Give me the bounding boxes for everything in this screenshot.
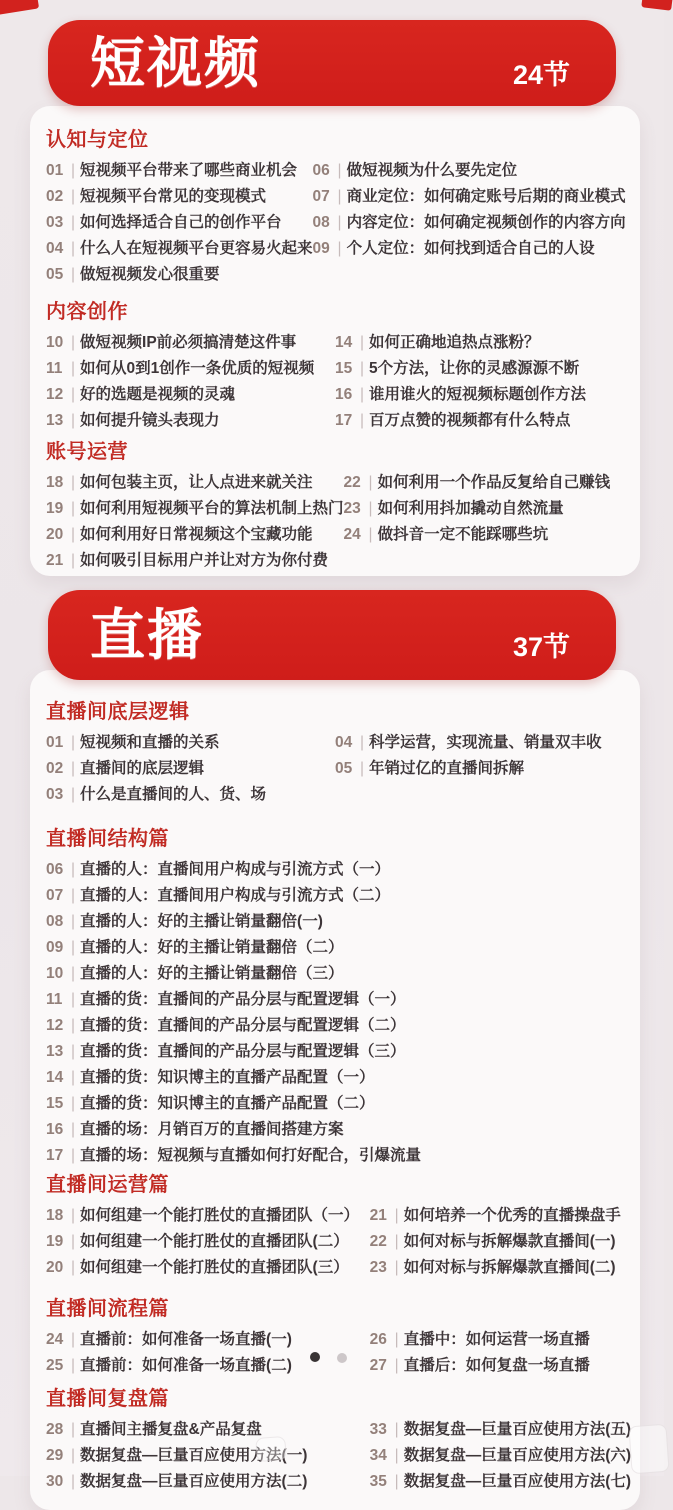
item-separator: | (337, 162, 342, 179)
item-title: 短视频平台带来了哪些商业机会 (80, 162, 298, 179)
course-card-short-video (30, 106, 640, 576)
course-item (313, 210, 626, 236)
item-number: 17 (46, 1147, 64, 1164)
item-number: 13 (46, 1043, 64, 1060)
course-group (46, 440, 624, 574)
item-separator: | (71, 1447, 76, 1464)
item-number: 11 (46, 991, 63, 1008)
item-title: 如何从0到1创作一条优质的短视频 (80, 360, 315, 377)
item-separator: | (71, 1207, 76, 1224)
course-item (335, 408, 624, 434)
item-number: 11 (46, 360, 63, 377)
course-item (46, 1117, 624, 1143)
course-item (46, 909, 624, 935)
item-separator: | (394, 1233, 399, 1250)
course-item (46, 496, 344, 522)
item-separator: | (71, 1331, 76, 1348)
course-group (46, 1387, 632, 1495)
item-separator: | (394, 1447, 399, 1464)
item-separator: | (71, 734, 76, 751)
item-separator: | (337, 214, 342, 231)
course-item (46, 158, 313, 184)
item-title: 直播间的底层逻辑 (80, 760, 205, 777)
course-item (46, 1091, 624, 1117)
course-group (46, 827, 624, 1169)
item-number: 09 (46, 939, 64, 956)
item-title: 如何对标与拆解爆款直播间(一) (403, 1233, 616, 1250)
item-title: 直播的人：好的主播让销量翻倍（二） (80, 939, 344, 956)
item-number: 04 (335, 734, 353, 751)
item-number: 26 (369, 1331, 387, 1348)
course-group (46, 128, 624, 288)
item-title: 科学运营，实现流量、销量双丰收 (369, 734, 602, 751)
course-column-right (370, 1327, 624, 1379)
item-separator: | (71, 500, 76, 517)
item-separator: | (360, 360, 365, 377)
item-separator: | (71, 1147, 76, 1164)
course-item (46, 1203, 370, 1229)
item-title: 直播中：如何运营一场直播 (403, 1331, 590, 1348)
item-number: 04 (46, 240, 64, 257)
item-separator: | (71, 1069, 76, 1086)
item-title: 数据复盘—巨量百应使用方法(二) (80, 1473, 308, 1490)
item-number: 08 (46, 913, 64, 930)
item-title: 如何利用一个作品反复给自己赚钱 (377, 474, 611, 491)
item-title: 如何正确地追热点涨粉？ (369, 334, 540, 351)
course-item (46, 883, 624, 909)
course-item (46, 1353, 370, 1379)
item-number: 07 (312, 188, 330, 205)
item-separator: | (71, 1043, 76, 1060)
item-number: 33 (369, 1421, 387, 1438)
banner-title: 短视频 (90, 31, 262, 94)
item-title: 如何组建一个能打胜仗的直播团队（一） (80, 1207, 360, 1224)
item-title: 直播的人：好的主播让销量翻倍（三） (80, 965, 344, 982)
course-item (46, 1143, 624, 1169)
item-separator: | (71, 1473, 76, 1490)
item-title: 做短视频IP前必须搞清楚这件事 (80, 334, 297, 351)
course-item (46, 782, 335, 808)
course-item (46, 961, 624, 987)
item-title: 如何组建一个能打胜仗的直播团队(二） (80, 1233, 349, 1250)
course-item (313, 236, 626, 262)
item-number: 21 (369, 1207, 387, 1224)
course-item (46, 1327, 370, 1353)
item-separator: | (71, 786, 76, 803)
item-number: 14 (335, 334, 353, 351)
item-separator: | (71, 214, 76, 231)
item-separator: | (394, 1259, 399, 1276)
item-title: 做短视频为什么要先定位 (346, 162, 518, 179)
item-number: 01 (46, 734, 64, 751)
red-corner-accent-right (641, 0, 672, 11)
item-title: 如何组建一个能打胜仗的直播团队(三） (80, 1259, 349, 1276)
item-number: 05 (46, 266, 64, 283)
course-item (46, 356, 335, 382)
group-title: 直播间结构篇 (46, 828, 169, 850)
item-title: 直播的货：直播间的产品分层与配置逻辑（三） (80, 1043, 406, 1060)
course-item (46, 756, 335, 782)
banner-lesson-count: 24节 (512, 59, 570, 90)
section-banner-live-stream (48, 590, 616, 680)
item-separator: | (71, 526, 76, 543)
course-item (335, 382, 624, 408)
item-number: 20 (46, 1259, 64, 1276)
item-separator: | (360, 334, 365, 351)
course-item (344, 522, 624, 548)
item-title: 如何提升镜头表现力 (80, 412, 220, 429)
watermark-ghost (628, 1424, 669, 1475)
item-separator: | (71, 474, 76, 491)
course-column-left (46, 1417, 370, 1495)
item-number: 07 (46, 887, 64, 904)
item-title: 直播后：如何复盘一场直播 (403, 1357, 590, 1374)
item-separator: | (360, 734, 365, 751)
course-column-left (46, 330, 335, 434)
course-column-right (335, 330, 624, 434)
course-group (46, 300, 624, 434)
item-separator: | (71, 861, 76, 878)
item-number: 19 (46, 500, 64, 517)
item-title: 如何吸引目标用户并让对方为你付费 (80, 552, 329, 569)
course-item (46, 522, 344, 548)
item-number: 25 (46, 1357, 64, 1374)
item-separator: | (368, 500, 373, 517)
item-number: 09 (312, 240, 330, 257)
item-number: 05 (335, 760, 353, 777)
item-title: 直播前：如何准备一场直播(二) (80, 1357, 292, 1374)
course-item (369, 1443, 632, 1469)
course-column-left (46, 730, 335, 808)
item-title: 百万点赞的视频都有什么特点 (369, 412, 571, 429)
course-column-left (46, 857, 624, 1169)
item-number: 35 (369, 1473, 387, 1490)
carousel-dot-inactive[interactable] (337, 1353, 347, 1363)
course-item (46, 1229, 370, 1255)
item-title: 做短视频发心很重要 (80, 266, 220, 283)
item-title: 直播的场：短视频与直播如何打好配合，引爆流量 (80, 1147, 422, 1164)
item-number: 22 (343, 474, 361, 491)
item-number: 15 (46, 1095, 64, 1112)
course-item (369, 1469, 632, 1495)
item-number: 03 (46, 786, 64, 803)
banner-lesson-count: 37节 (512, 631, 570, 662)
item-separator: | (71, 412, 76, 429)
course-item (46, 184, 313, 210)
course-item (46, 1013, 624, 1039)
course-item (46, 210, 313, 236)
item-number: 28 (46, 1421, 64, 1438)
course-item (46, 330, 335, 356)
course-item (370, 1255, 624, 1281)
item-title: 数据复盘—巨量百应使用方法(一) (80, 1447, 308, 1464)
course-card-live-stream (30, 670, 640, 1510)
item-number: 01 (46, 162, 64, 179)
item-number: 34 (369, 1447, 387, 1464)
item-separator: | (394, 1473, 399, 1490)
item-separator: | (71, 334, 76, 351)
course-column-right (370, 1203, 624, 1281)
item-number: 12 (46, 1017, 64, 1034)
item-number: 10 (46, 965, 64, 982)
item-separator: | (394, 1207, 399, 1224)
item-separator: | (337, 240, 342, 257)
item-title: 如何利用短视频平台的算法机制上热门 (80, 500, 344, 517)
item-separator: | (337, 188, 342, 205)
section-banner-short-video (48, 20, 616, 106)
course-item (370, 1203, 624, 1229)
item-title: 直播的货：知识博主的直播产品配置（二） (80, 1095, 375, 1112)
item-title: 内容定位：如何确定视频创作的内容方向 (346, 214, 626, 231)
course-item (370, 1229, 624, 1255)
item-title: 如何利用好日常视频这个宝藏功能 (80, 526, 313, 543)
course-group (46, 1297, 624, 1379)
item-separator: | (71, 1233, 76, 1250)
item-separator: | (71, 991, 76, 1008)
course-item (344, 470, 624, 496)
item-title: 谁用谁火的短视频标题创作方法 (369, 386, 587, 403)
item-separator: | (71, 939, 76, 956)
course-column-left (46, 1327, 370, 1379)
item-number: 18 (46, 1207, 64, 1224)
item-number: 10 (46, 334, 64, 351)
item-title: 数据复盘—巨量百应使用方法(五) (403, 1421, 632, 1438)
item-separator: | (71, 887, 76, 904)
item-separator: | (71, 913, 76, 930)
item-separator: | (394, 1357, 399, 1374)
item-separator: | (71, 1095, 76, 1112)
course-item (46, 1443, 370, 1469)
item-separator: | (71, 552, 76, 569)
item-number: 20 (46, 526, 64, 543)
item-separator: | (71, 965, 76, 982)
item-number: 14 (46, 1069, 64, 1086)
course-group (46, 1173, 624, 1281)
item-number: 16 (335, 386, 353, 403)
item-separator: | (360, 412, 365, 429)
item-title: 数据复盘—巨量百应使用方法(七) (403, 1473, 632, 1490)
item-number: 12 (46, 386, 64, 403)
item-title: 好的选题是视频的灵魂 (80, 386, 236, 403)
course-item (370, 1353, 624, 1379)
course-item (46, 262, 313, 288)
item-separator: | (71, 1259, 76, 1276)
group-title: 认知与定位 (46, 129, 149, 151)
item-title: 数据复盘—巨量百应使用方法(六) (403, 1447, 632, 1464)
item-title: 如何对标与拆解爆款直播间(二) (403, 1259, 616, 1276)
course-item (46, 730, 335, 756)
course-item (335, 330, 624, 356)
item-number: 02 (46, 188, 64, 205)
course-item (335, 730, 624, 756)
group-title: 直播间流程篇 (46, 1298, 169, 1320)
course-item (46, 408, 335, 434)
item-title: 个人定位：如何找到适合自己的人设 (346, 240, 595, 257)
watermark-ghost (255, 1436, 287, 1462)
item-separator: | (360, 760, 365, 777)
item-title: 什么是直播间的人、货、场 (80, 786, 267, 803)
item-number: 18 (46, 474, 64, 491)
item-number: 21 (46, 552, 64, 569)
course-item (46, 857, 624, 883)
item-title: 如何利用抖加撬动自然流量 (377, 500, 564, 517)
course-column-right (313, 158, 626, 288)
item-title: 直播的货：直播间的产品分层与配置逻辑（一） (80, 991, 406, 1008)
item-title: 短视频平台常见的变现模式 (80, 188, 267, 205)
item-title: 如何培养一个优秀的直播操盘手 (403, 1207, 621, 1224)
item-separator: | (71, 1017, 76, 1034)
course-item (46, 1469, 370, 1495)
item-number: 19 (46, 1233, 64, 1250)
item-number: 16 (46, 1121, 64, 1138)
course-column-right (344, 470, 624, 574)
item-title: 5个方法，让你的灵感源源不断 (369, 360, 580, 377)
item-number: 06 (312, 162, 330, 179)
group-title: 直播间底层逻辑 (46, 701, 190, 723)
group-title: 内容创作 (46, 301, 128, 323)
item-title: 如何包装主页，让人点进来就关注 (80, 474, 313, 491)
group-title: 直播间运营篇 (46, 1174, 169, 1196)
item-title: 直播前：如何准备一场直播(一) (80, 1331, 292, 1348)
item-title: 直播的场：月销百万的直播间搭建方案 (80, 1121, 344, 1138)
course-column-right (369, 1417, 632, 1495)
course-item (46, 1065, 624, 1091)
item-separator: | (71, 1357, 76, 1374)
item-title: 直播的人：好的主播让销量翻倍(一) (80, 913, 323, 930)
item-number: 22 (369, 1233, 387, 1250)
item-number: 30 (46, 1473, 64, 1490)
course-item (46, 470, 344, 496)
item-title: 直播的人：直播间用户构成与引流方式（二） (80, 887, 391, 904)
item-separator: | (71, 240, 76, 257)
course-column-left (46, 470, 344, 574)
item-title: 直播的人：直播间用户构成与引流方式（一） (80, 861, 391, 878)
course-item (313, 184, 626, 210)
item-title: 直播的货：知识博主的直播产品配置（一） (80, 1069, 375, 1086)
course-item (46, 1417, 370, 1443)
item-separator: | (394, 1331, 399, 1348)
item-number: 27 (369, 1357, 387, 1374)
course-item (344, 496, 624, 522)
item-separator: | (71, 188, 76, 205)
item-separator: | (360, 386, 365, 403)
course-item (369, 1417, 632, 1443)
item-number: 02 (46, 760, 64, 777)
course-item (313, 158, 626, 184)
item-separator: | (71, 360, 76, 377)
item-title: 什么人在短视频平台更容易火起来 (80, 240, 313, 257)
item-separator: | (71, 162, 76, 179)
item-number: 29 (46, 1447, 64, 1464)
item-number: 06 (46, 861, 64, 878)
item-number: 24 (46, 1331, 64, 1348)
item-separator: | (71, 760, 76, 777)
course-item (46, 987, 624, 1013)
course-item (46, 1039, 624, 1065)
banner-title: 直播 (90, 603, 205, 666)
item-separator: | (71, 1121, 76, 1138)
course-item (46, 1255, 370, 1281)
item-separator: | (368, 474, 373, 491)
course-column-left (46, 1203, 370, 1281)
course-item (46, 236, 313, 262)
course-item (46, 382, 335, 408)
item-title: 如何选择适合自己的创作平台 (80, 214, 282, 231)
item-title: 短视频和直播的关系 (80, 734, 220, 751)
course-item (335, 356, 624, 382)
course-item (335, 756, 624, 782)
item-title: 做抖音一定不能踩哪些坑 (377, 526, 549, 543)
item-separator: | (71, 386, 76, 403)
course-item (46, 935, 624, 961)
course-item (370, 1327, 624, 1353)
course-column-left (46, 158, 313, 288)
carousel-dot-active[interactable] (310, 1352, 320, 1362)
item-title: 年销过亿的直播间拆解 (369, 760, 525, 777)
course-item (46, 548, 344, 574)
item-separator: | (71, 266, 76, 283)
item-number: 03 (46, 214, 64, 231)
item-title: 直播间主播复盘&产品复盘 (80, 1421, 262, 1438)
item-title: 商业定位：如何确定账号后期的商业模式 (346, 188, 626, 205)
item-number: 23 (343, 500, 361, 517)
item-number: 23 (369, 1259, 387, 1276)
item-number: 13 (46, 412, 64, 429)
course-column-right (335, 730, 624, 808)
item-number: 08 (312, 214, 330, 231)
course-group (46, 700, 624, 808)
group-title: 账号运营 (46, 441, 128, 463)
item-number: 17 (335, 412, 353, 429)
item-number: 24 (343, 526, 361, 543)
item-title: 直播的货：直播间的产品分层与配置逻辑（二） (80, 1017, 406, 1034)
group-title: 直播间复盘篇 (46, 1388, 169, 1410)
item-number: 15 (335, 360, 353, 377)
item-separator: | (394, 1421, 399, 1438)
item-separator: | (368, 526, 373, 543)
red-corner-accent-left (0, 0, 39, 15)
item-separator: | (71, 1421, 76, 1438)
